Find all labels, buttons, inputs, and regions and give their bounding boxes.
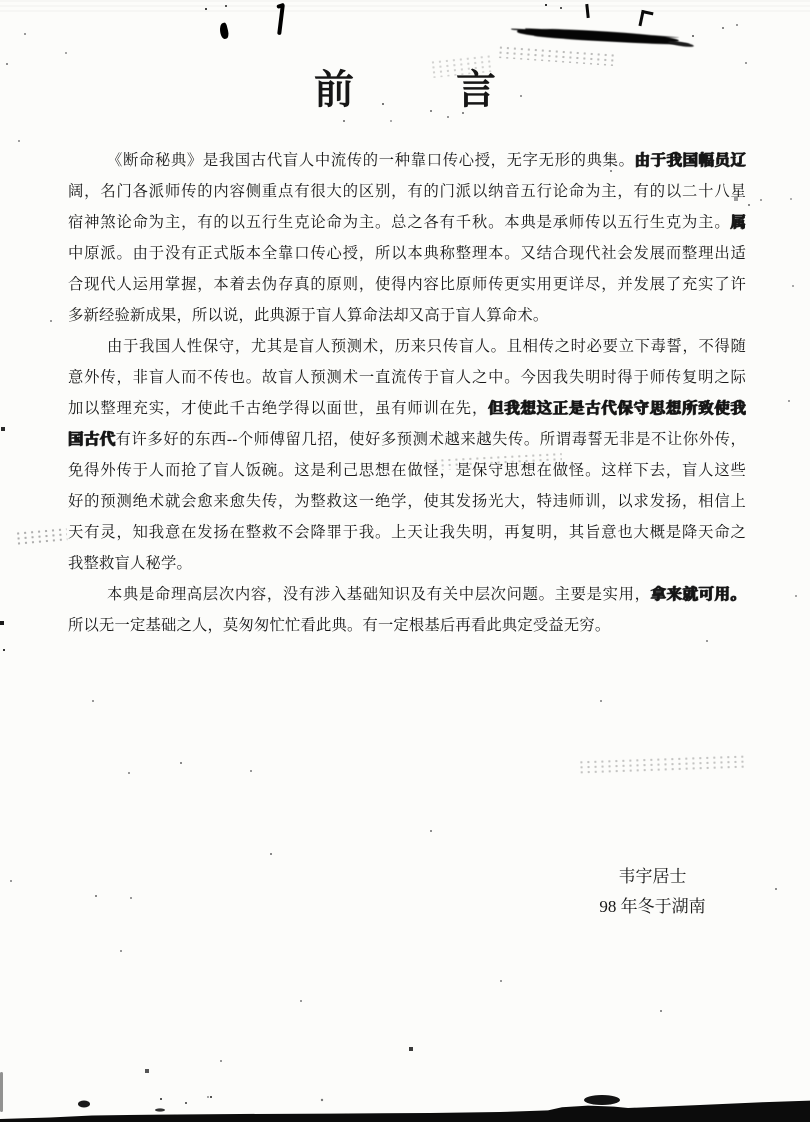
text-line (68, 486, 746, 517)
text-segment: 天有灵，知我意在发扬在整救不会降罪于我。上天让我失明，再复明，其旨意也大概是降天命之 (68, 524, 746, 541)
text-segment: 好的预测绝术就会愈来愈失传，为整救这一绝学，使其发扬光大，特违师训，以求发扬，相信上 (68, 493, 746, 510)
text-segment: 本典是命理高层次内容，没有涉入基础知识及有关中层次问题。主要是实用， (107, 586, 651, 603)
text-segment: 中原派。由于没有正式版本全靠口传心授，所以本典称整理本。又结合现代社会发展而整理出适 (68, 245, 746, 262)
text-line (68, 331, 746, 362)
text-segment: 所以无一定基础之人，莫匆匆忙忙看此典。有一定根基后再看此典定受益无穷。 (68, 617, 611, 634)
text-segment-smeared: 属 (730, 214, 746, 231)
text-segment: 由于我国人性保守，尤其是盲人预测术，历来只传盲人。且相传之时必要立下毒誓，不得随 (107, 338, 746, 355)
scan-smudge-streak (517, 27, 679, 45)
text-segment: 加以整理充实，才使此千古绝学得以面世，虽有师训在先， (68, 400, 489, 417)
signature-block (555, 862, 750, 922)
text-segment: 《断命秘典》是我国古代盲人中流传的一种靠口传心授，无字无形的典集。 (107, 152, 635, 169)
text-line (68, 424, 746, 455)
text-segment: 合现代人运用掌握，本着去伪存真的原则，使得内容比原师传更实用更详尽，并发展了充实了许 (68, 276, 746, 293)
text-segment-smeared: 国古代 (68, 431, 116, 448)
text-line (68, 579, 746, 610)
text-line (68, 238, 746, 269)
scan-smudge-streak-tail (668, 40, 694, 48)
page-title (0, 58, 810, 115)
signature-name: 韦宇居士 (618, 867, 687, 886)
scan-edge-smudge (0, 1072, 3, 1112)
text-line (68, 176, 746, 207)
scan-striations (0, 0, 810, 14)
scan-scatter (578, 754, 746, 775)
text-segment: 阔，名门各派师传的内容侧重点有很大的区别，有的门派以纳音五行论命为主，有的以二十八星 (68, 183, 746, 200)
preface-body (68, 145, 746, 641)
text-line (68, 610, 746, 641)
text-segment: 宿神煞论命为主，有的以五行生克论命为主。总之各有千秋。本典是承师传以五行生克为主。 (68, 214, 731, 231)
text-line (68, 393, 746, 424)
text-line (68, 300, 746, 331)
scan-mark-angle (638, 10, 653, 28)
text-line (68, 548, 746, 579)
text-segment: 我整救盲人秘学。 (68, 555, 192, 572)
scan-scatter (14, 527, 67, 546)
page-title-char-left: 前 (314, 67, 354, 112)
text-line (68, 145, 746, 176)
scan-mark-comma (218, 22, 230, 39)
speckle-noise (24, 33, 26, 35)
page-title-char-right: 言 (456, 67, 496, 112)
text-line (68, 207, 746, 238)
text-line (68, 362, 746, 393)
signature-date: 98 年冬于湖南 (599, 897, 706, 916)
text-line (68, 269, 746, 300)
text-line (68, 517, 746, 548)
scan-mark-hook (277, 4, 285, 35)
text-segment: 意外传，非盲人而不传也。故盲人预测术一直流传于盲人之中。今因我失明时得于师传复明之际 (68, 369, 746, 386)
text-segment-smeared: 由于我国幅员辽 (634, 152, 746, 169)
text-segment-smeared: 拿来就可用。 (650, 586, 746, 603)
text-line (68, 455, 746, 486)
bottom-scan-band (0, 1092, 810, 1122)
text-segment: 多新经验新成果，所以说，此典源于盲人算命法却又高于盲人算命术。 (68, 307, 549, 324)
text-segment-smeared: 但我想这正是古代保守思想所致使我 (488, 400, 746, 417)
text-segment: 免得外传于人而抢了盲人饭碗。这是利己思想在做怪，是保守思想在做怪。这样下去，盲人这些 (68, 462, 746, 479)
text-segment: 有许多好的东西--个师傅留几招，使好多预测术越来越失传。所谓毒誓无非是不让你外传， (115, 431, 746, 448)
